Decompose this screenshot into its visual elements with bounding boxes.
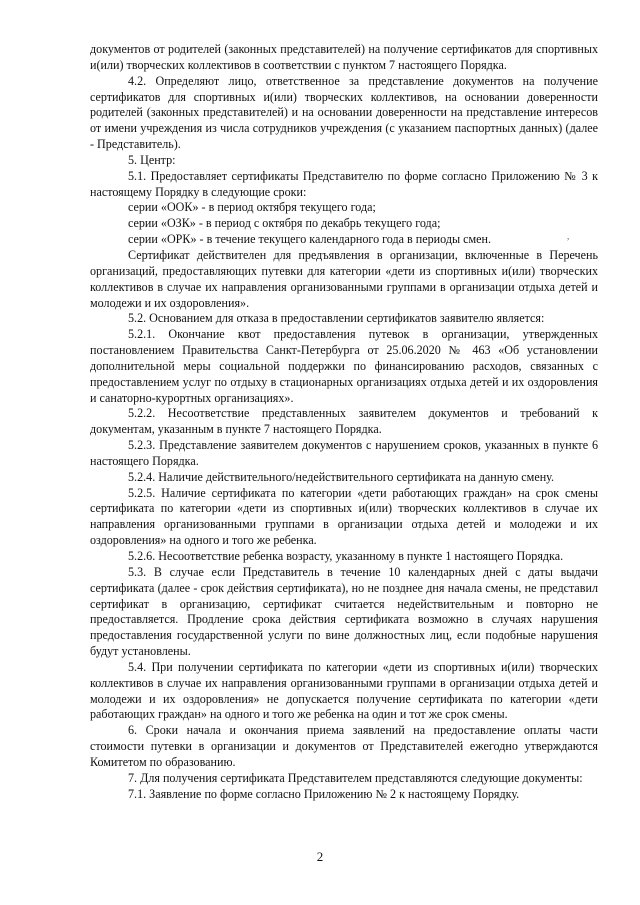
document-body — [90, 42, 598, 803]
paragraph-5-2-5: 5.2.5. Наличие сертификата по категории «дети работающих граждан» на срок смены сертификата по категории «дети из спортивных и(или) творческих коллективов в случае их направления организованными группами в организации отдыха детей и молодежи и их оздоровления» на одного и того же ребенка. — [90, 485, 598, 548]
scan-mark: , — [567, 231, 570, 241]
paragraph-7: 7. Для получения сертификата Представителем представляются следующие документы: — [128, 770, 583, 785]
series-ozk: серии «ОЗК» - в период с октября по декабрь текущего года; — [128, 216, 441, 231]
paragraph-5-2-1: 5.2.1. Окончание квот предоставления путевок в организации, утвержденных постановлением Правительства Санкт-Петербурга от 25.06.2020 № 463 «Об установлении дополнительной меры социальной поддержки по финансированию расходов, связанных с предоставлением услуг по отдыху в стационарных организациях отдыха детей и их оздоровления и санаторно-курортных организациях». — [90, 327, 598, 405]
paragraph-5-2-4: 5.2.4. Наличие действительного/недействительного сертификата на данную смену. — [128, 469, 555, 484]
paragraph-continuation: документов от родителей (законных представителей) на получение сертификатов для спортивных и(или) творческих коллективов в соответствии с пунктом 7 настоящего Порядка. — [90, 42, 598, 72]
section-heading-5: 5. Центр: — [128, 152, 176, 167]
paragraph-5-2-3: 5.2.3. Представление заявителем документов с нарушением сроков, указанных в пункте 6 настоящего Порядка. — [90, 438, 598, 468]
paragraph-5-1: 5.1. Предоставляет сертификаты Представителю по форме согласно Приложению № 3 к настоящему Порядку в следующие сроки: — [90, 168, 598, 199]
paragraph-5-2: 5.2. Основанием для отказа в предоставлении сертификатов заявителю является: — [128, 311, 545, 326]
paragraph-5-2-6: 5.2.6. Несоответствие ребенка возрасту, указанному в пункте 1 настоящего Порядка. — [128, 549, 564, 563]
paragraph-5-2-2: 5.2.2. Несоответствие представленных заявителем документов и требований к документам, указанным в пункте 7 настоящего Порядка. — [90, 406, 598, 437]
paragraph-5-3: 5.3. В случае если Представитель в течение 10 календарных дней с даты выдачи сертификата (далее - срок действия сертификата), но не позднее дня начала смены, не представил сертификат в организацию, сертификат считается недействительным и повторно не предоставляется. Продление срока действия сертификата возможно в случаях нарушения предоставления государственной услуги по вине должностных лиц, если подобные нарушения будут установлены. — [90, 564, 598, 659]
series-ook: серии «ООК» - в период октября текущего года; — [128, 200, 376, 215]
series-ork: серии «ОРК» - в течение текущего календарного года в периоды смен. — [128, 232, 492, 247]
paragraph-4-2: 4.2. Определяют лицо, ответственное за представление документов на получение сертификатов для спортивных и(или) творческих коллективов, на основании доверенности родителей (законных представителей) и на основании доверенности на представление интересов от имени учреждения из числа сотрудников учреждения (с указанием паспортных данных) (далее - Представитель). — [90, 73, 598, 152]
page-number: 2 — [316, 849, 324, 864]
paragraph-certificate-validity: Сертификат действителен для предъявления в организации, включенные в Перечень организаций, предоставляющих путевки для категории «дети из спортивных и(или) творческих коллективов в случае их направления организованными группами в организации отдыха детей и молодежи и их оздоровления». — [90, 247, 598, 310]
paragraph-5-4: 5.4. При получении сертификата по категории «дети из спортивных и(или) творческих коллективов в случае их направления организованными группами в организации отдыха детей и молодежи и их оздоровления» не допускается получение сертификата по категории «дети работающих граждан» на одного и того же ребенка на один и тот же срок смены. — [90, 659, 598, 722]
paragraph-7-1: 7.1. Заявление по форме согласно Приложению № 2 к настоящему Порядку. — [128, 786, 520, 801]
paragraph-6: 6. Сроки начала и окончания приема заявлений на предоставление оплаты части стоимости путевки в организации и документов от Представителей ежегодно утверждаются Комитетом по образованию. — [90, 723, 598, 769]
